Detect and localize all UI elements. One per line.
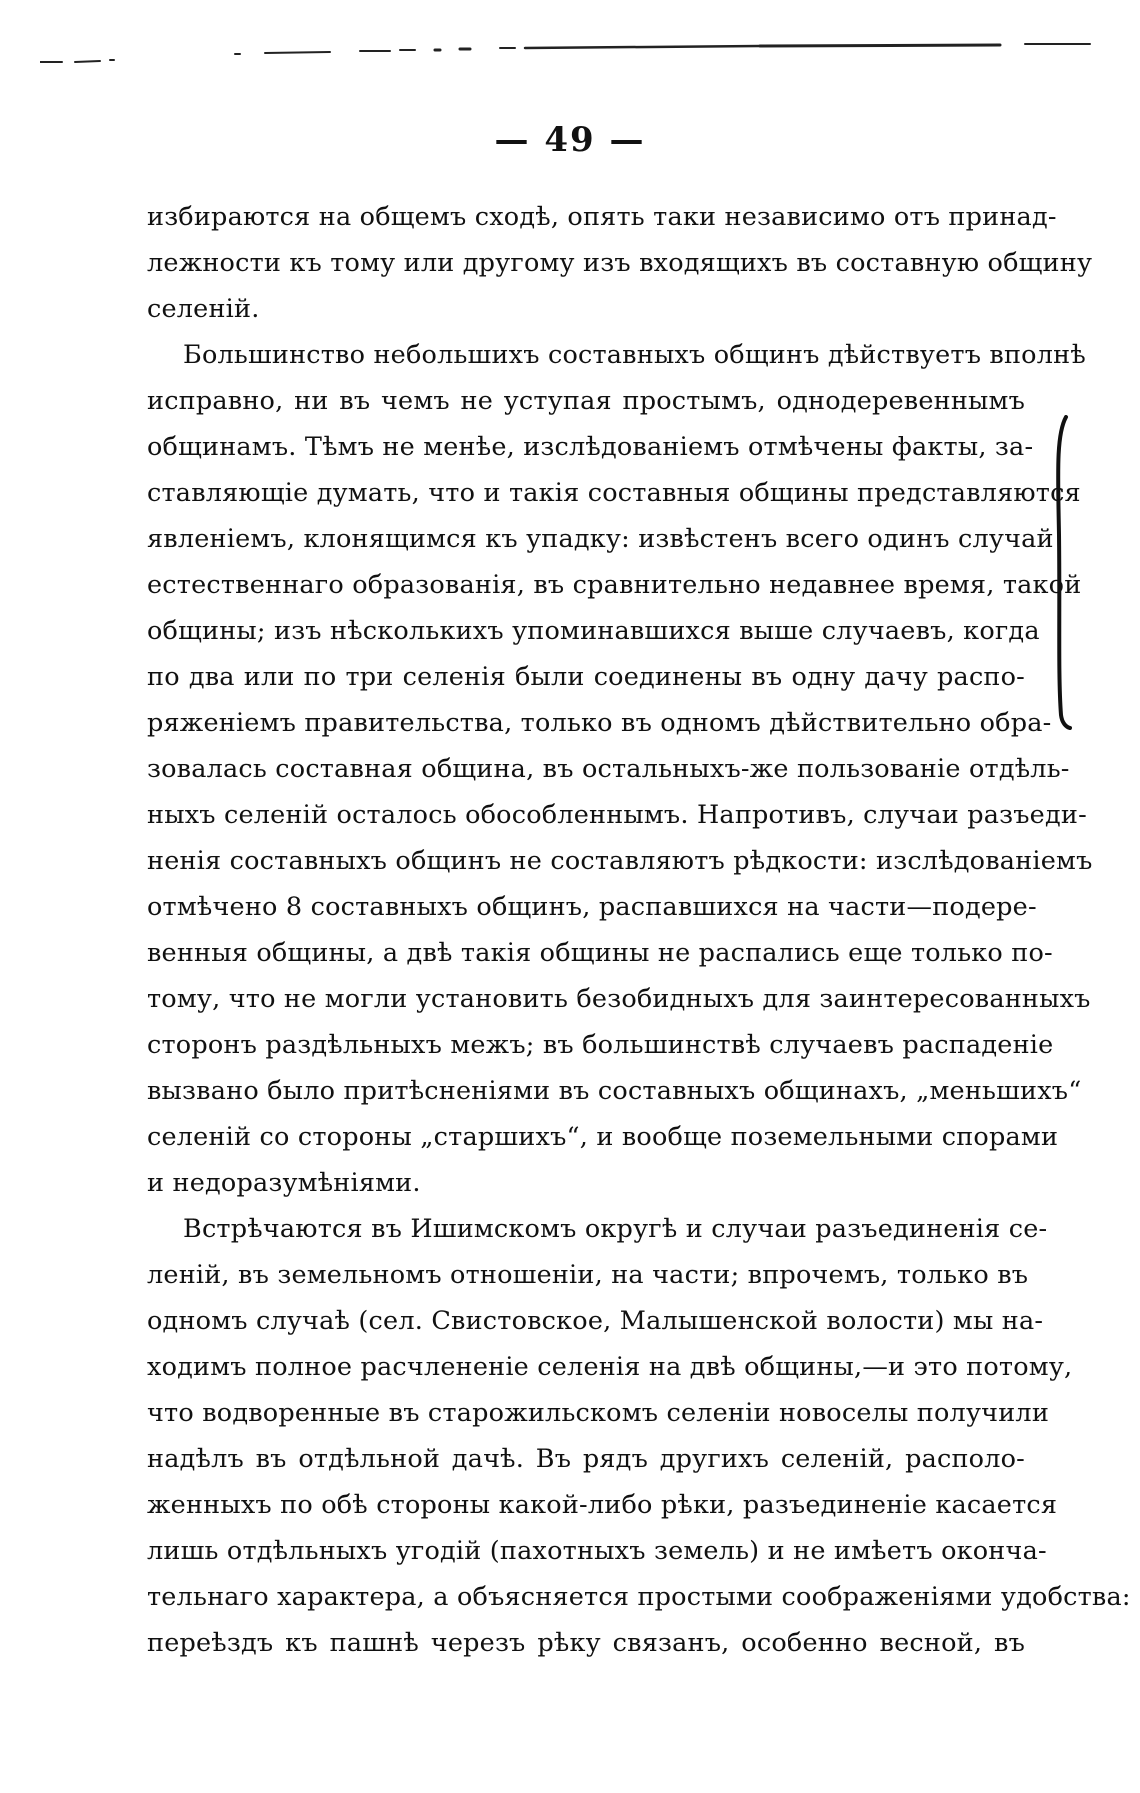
margin-bracket-mark <box>1052 415 1074 730</box>
text-line: ходимъ полное расчлененіе селенія на двѣ общины,—и это потому, <box>147 1352 1073 1382</box>
paragraph-3 <box>147 1206 1131 1666</box>
scan-top-edge-marks <box>40 40 1100 70</box>
text-line: общинамъ. Тѣмъ не менѣе, изслѣдованіемъ отмѣчены факты, за- <box>147 432 1034 462</box>
text-line: венныя общины, а двѣ такія общины не распались еще только по- <box>147 938 1053 968</box>
text-line: отмѣчено 8 составныхъ общинъ, распавшихся на части—подере- <box>147 892 1037 922</box>
text-line: ныхъ селеній осталось обособленнымъ. Напротивъ, случаи разъеди- <box>147 800 1087 830</box>
text-line: тельнаго характера, а объясняется простыми соображеніями удобства: <box>147 1582 1131 1612</box>
text-line: лежности къ тому или другому изъ входящихъ въ составную общину <box>147 248 1093 278</box>
text-line: ненія составныхъ общинъ не составляютъ рѣдкости: изслѣдованіемъ <box>147 846 1093 876</box>
text-line: по два или по три селенія были соединены въ одну дачу распо- <box>147 662 1025 692</box>
page-number: — 49 — <box>494 120 646 160</box>
text-line: естественнаго образованія, въ сравнительно недавнее время, такой <box>147 570 1082 600</box>
text-line: сторонъ раздѣльныхъ межъ; въ большинствѣ случаевъ распаденіе <box>147 1030 1054 1060</box>
text-line: одномъ случаѣ (сел. Свистовское, Малышенской волости) мы на- <box>147 1306 1044 1336</box>
text-line: переѣздъ къ пашнѣ черезъ рѣку связанъ, особенно весной, въ <box>147 1628 1025 1658</box>
text-line: женныхъ по обѣ стороны какой-либо рѣки, разъединеніе касается <box>147 1490 1058 1520</box>
text-line: исправно, ни въ чемъ не уступая простымъ, однодеревеннымъ <box>147 386 1025 416</box>
body-text <box>147 194 1131 1666</box>
text-line: селеній. <box>147 294 260 324</box>
text-line: селеній со стороны „старшихъ“, и вообще поземельными спорами <box>147 1122 1059 1152</box>
text-line: явленіемъ, клонящимся къ упадку: извѣстенъ всего одинъ случай <box>147 524 1054 554</box>
text-line: общины; изъ нѣсколькихъ упоминавшихся выше случаевъ, когда <box>147 616 1040 646</box>
paragraph-2 <box>147 332 1093 1206</box>
paragraph-1 <box>147 194 1093 332</box>
text-line: тому, что не могли установить безобидныхъ для заинтересованныхъ <box>147 984 1091 1014</box>
text-line: вызвано было притѣсненіями въ составныхъ общинахъ, „меньшихъ“ <box>147 1076 1082 1106</box>
text-line: зовалась составная община, въ остальныхъ-же пользованіе отдѣль- <box>147 754 1070 784</box>
text-line: лишь отдѣльныхъ угодій (пахотныхъ земель) и не имѣетъ оконча- <box>147 1536 1047 1566</box>
text-line: ряженіемъ правительства, только въ одномъ дѣйствительно обра- <box>147 708 1052 738</box>
text-line: надѣлъ въ отдѣльной дачѣ. Въ рядъ другихъ селеній, располо- <box>147 1444 1025 1474</box>
text-line: и недоразумѣніями. <box>147 1168 421 1198</box>
text-line: что водворенные въ старожильскомъ селеніи новоселы получили <box>147 1398 1050 1428</box>
text-line: ставляющіе думать, что и такія составныя общины представляются <box>147 478 1081 508</box>
text-line: леній, въ земельномъ отношеніи, на части; впрочемъ, только въ <box>147 1260 1029 1290</box>
text-line: Большинство небольшихъ составныхъ общинъ дѣйствуетъ вполнѣ <box>183 340 1086 370</box>
text-line: Встрѣчаются въ Ишимскомъ округѣ и случаи разъединенія се- <box>183 1214 1048 1244</box>
text-line: избираются на общемъ сходѣ, опять таки независимо отъ принад- <box>147 202 1057 232</box>
